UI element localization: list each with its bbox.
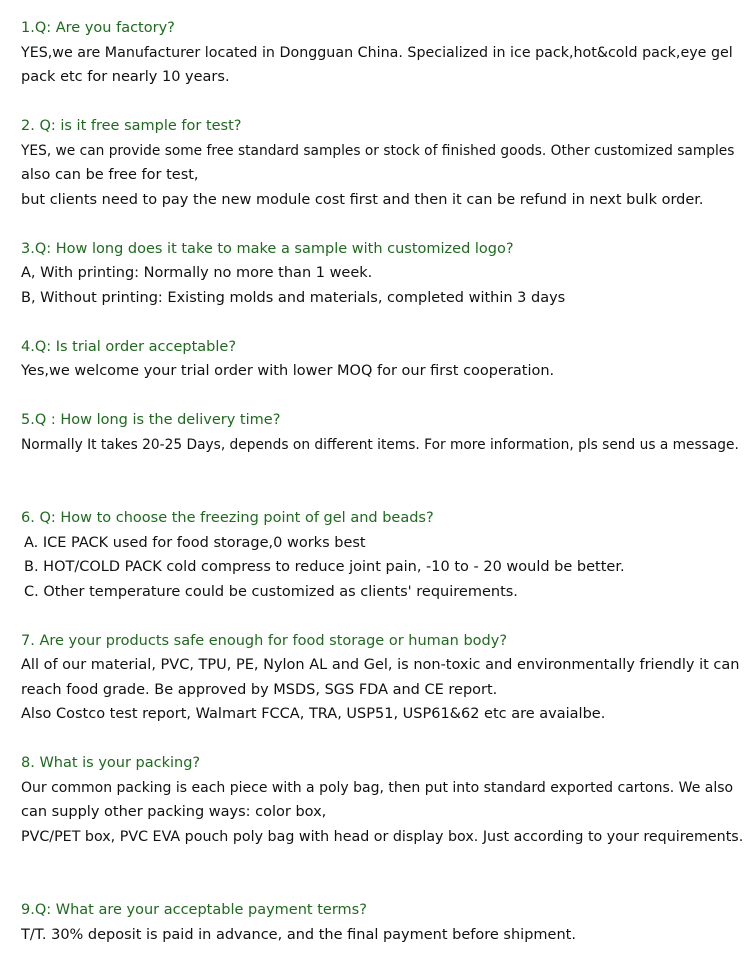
faq-answer-line: T/T. 30% deposit is paid in advance, and the final payment before shipment. xyxy=(21,926,576,943)
faq-answer-line: PVC/PET box, PVC EVA pouch poly bag with head or display box. Just according to your requirements. xyxy=(21,828,744,845)
spacer xyxy=(21,212,741,237)
faq-item-1 xyxy=(21,16,741,90)
faq-answer-line: B. HOT/COLD PACK cold compress to reduce joint pain, -10 to - 20 would be better. xyxy=(24,559,625,575)
faq-question: 7. Are your products safe enough for food storage or human body? xyxy=(21,632,508,649)
faq-item-7 xyxy=(21,629,741,727)
faq-answer-line: also can be free for test, xyxy=(21,167,199,183)
spacer xyxy=(21,90,741,115)
spacer xyxy=(21,384,741,409)
faq-question: 3.Q: How long does it take to make a sample with customized logo? xyxy=(21,240,514,257)
faq-answer-line: Yes,we welcome your trial order with lower MOQ for our first cooperation. xyxy=(21,363,555,379)
spacer xyxy=(21,310,741,335)
faq-answer-line: YES,we are Manufacturer located in Dongguan China. Specialized in ice pack,hot&cold pack,eye gel xyxy=(21,44,733,61)
faq-document xyxy=(21,16,744,947)
faq-answer-line: can supply other packing ways: color box, xyxy=(21,804,327,820)
faq-question: 8. What is your packing? xyxy=(21,755,201,771)
faq-answer-line: B, Without printing: Existing molds and materials, completed within 3 days xyxy=(21,289,566,306)
faq-question: 5.Q : How long is the delivery time? xyxy=(21,412,281,428)
spacer xyxy=(21,604,741,629)
spacer xyxy=(21,727,741,752)
faq-question: 2. Q: is it free sample for test? xyxy=(21,118,242,134)
faq-question: 1.Q: Are you factory? xyxy=(21,20,175,36)
faq-item-8 xyxy=(21,751,744,849)
faq-answer-line: C. Other temperature could be customized as clients' requirements. xyxy=(24,583,518,600)
faq-item-5 xyxy=(21,408,741,457)
faq-answer-line: A. ICE PACK used for food storage,0 works best xyxy=(24,534,366,551)
faq-item-3 xyxy=(21,237,741,311)
faq-answer-line: Our common packing is each piece with a poly bag, then put into standard exported cartons. We also xyxy=(21,779,734,796)
faq-item-2 xyxy=(21,114,741,212)
faq-item-6 xyxy=(21,506,741,604)
faq-answer-line: reach food grade. Be approved by MSDS, SGS FDA and CE report. xyxy=(21,681,498,698)
faq-item-9 xyxy=(21,898,741,947)
spacer xyxy=(21,849,741,898)
faq-answer-line: Normally It takes 20-25 Days, depends on different items. For more information, pls send us a message. xyxy=(21,436,739,453)
faq-question: 4.Q: Is trial order acceptable? xyxy=(21,338,237,355)
faq-answer-line: Also Costco test report, Walmart FCCA, TRA, USP51, USP61&62 etc are avaialbe. xyxy=(21,706,606,722)
spacer xyxy=(21,457,741,506)
faq-answer-line: but clients need to pay the new module cost first and then it can be refund in next bulk order. xyxy=(21,191,704,208)
faq-question: 9.Q: What are your acceptable payment terms? xyxy=(21,902,367,918)
faq-item-4 xyxy=(21,335,741,384)
faq-question: 6. Q: How to choose the freezing point of gel and beads? xyxy=(21,510,434,526)
faq-answer-line: A, With printing: Normally no more than 1 week. xyxy=(21,265,373,281)
faq-answer-line: All of our material, PVC, TPU, PE, Nylon AL and Gel, is non-toxic and environmentally friendly it can xyxy=(21,657,740,673)
faq-answer-line: YES, we can provide some free standard samples or stock of finished goods. Other customized samples xyxy=(21,142,735,159)
faq-answer-line: pack etc for nearly 10 years. xyxy=(21,69,230,85)
